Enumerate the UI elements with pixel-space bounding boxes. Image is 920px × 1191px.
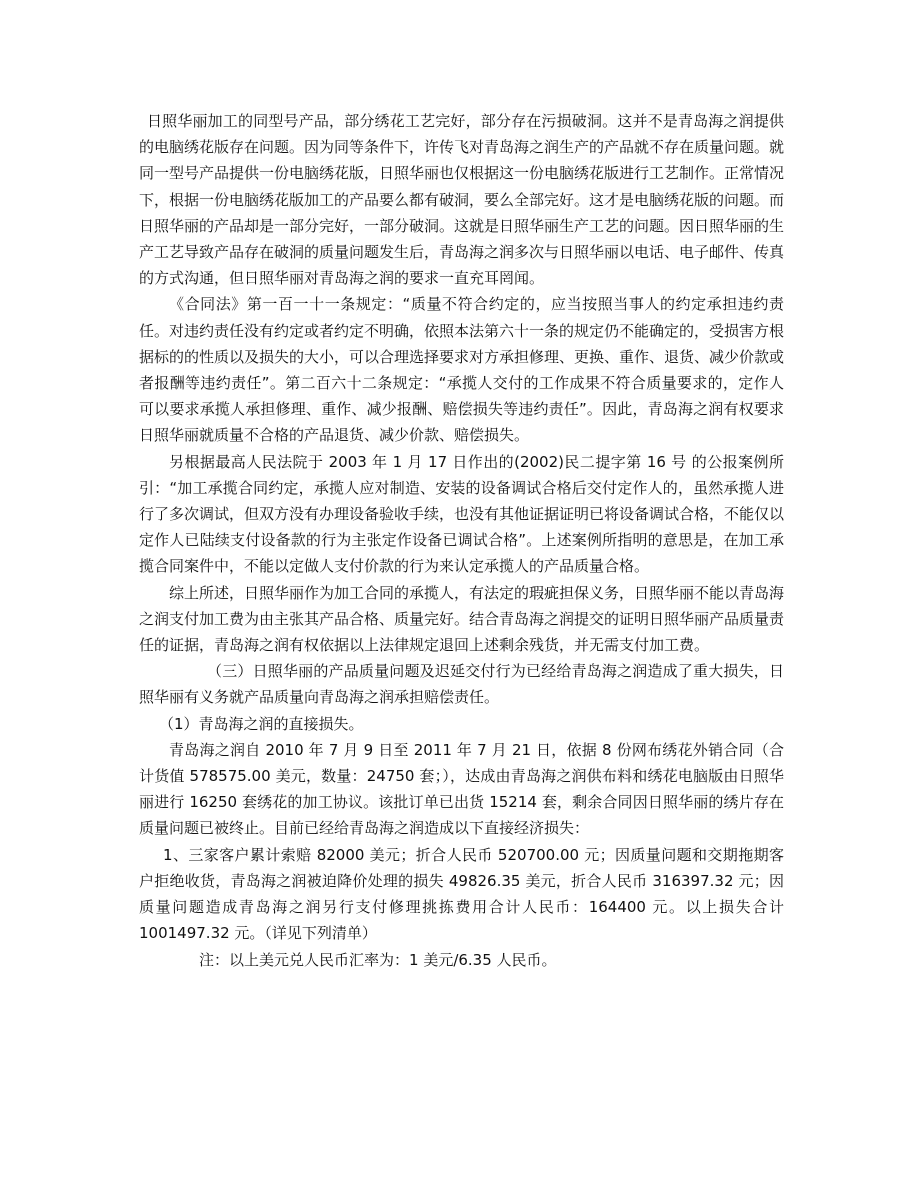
paragraph-quality-analysis: 日照华丽加工的同型号产品，部分绣花工艺完好，部分存在污损破洞。这并不是青岛海之润提供的电脑绣花版存在问题。因为同等条件下，许传飞对青岛海之润生产的产品就不存在质量问题。就同一型号产品提供一份电脑绣花版，日照华丽也仅根据这一份电脑绣花版进行工艺制作。正常情况下，根据一份电脑绣花版加工的产品要么都有破洞，要么全部完好。这才是电脑绣花版的问题。而日照华丽的产品却是一部分完好，一部分破洞。这就是日照华丽生产工艺的问题。因日照华丽的生产工艺导致产品存在破洞的质量问题发生后，青岛海之润多次与日照华丽以电话、电子邮件、传真的方式沟通，但日照华丽对青岛海之润的要求一直充耳罔闻。: [139, 112, 785, 288]
section-heading-losses: （三）日照华丽的产品质量问题及迟延交付行为已经给青岛海之润造成了重大损失，日照华丽有义务就产品质量向青岛海之润承担赔偿责任。: [139, 662, 784, 707]
paragraph-supreme-court-case: 另根据最高人民法院于 2003 年 1 月 17 日作出的(2002)民二提字第 16 号 的公报案例所引：“加工承揽合同约定，承揽人应对制造、安装的设备调试合格后交付定作人的，虽然承揽人进行了多次调试，但双方没有办理设备验收手续，也没有其他证据证明已将设备调试合格，不能仅以定作人已陆续支付设备款的行为主张定作设备已调试合格”。上述案例所指明的意思是，在加工承揽合同案件中，不能以定做人支付价款的行为来认定承揽人的产品质量合格。: [139, 452, 785, 576]
subheading-direct-losses: （1）青岛海之润的直接损失。: [159, 714, 364, 733]
paragraph-summary: 综上所述，日照华丽作为加工合同的承揽人，有法定的瑕疵担保义务，日照华丽不能以青岛海之润支付加工费为由主张其产品合格、质量完好。结合青岛海之润提交的证明日照华丽产品质量责任的证据，青岛海之润有权依据以上法律规定退回上述剩余残货，并无需支付加工费。: [139, 583, 785, 655]
list-item-loss-calculation: 1、三家客户累计索赔 82000 美元；折合人民币 520700.00 元；因质量问题和交期拖期客户拒绝收货，青岛海之润被迫降价处理的损失 49826.35 美元，折合人民币 316397.32 元；因质量问题造成青岛海之润另行支付修理挑拣费用合计人民币：164400 元。以上损失合计 1001497.32 元。（详见下列清单）: [139, 845, 784, 943]
note-exchange-rate: 注：以上美元兑人民币汇率为：1 美元/6.35 人民币。: [199, 950, 557, 969]
paragraph-contract-details: 青岛海之润自 2010 年 7 月 9 日至 2011 年 7 月 21 日，依据 8 份网布绣花外销合同（合计货值 578575.00 美元，数量：24750 套；），达成由青岛海之润供布料和绣花电脑版由日照华丽进行 16250 套绣花的加工协议。该批订单已出货 15214 套，剩余合同因日照华丽的绣片存在质量问题已被终止。目前已经给青岛海之润造成以下直接经济损失：: [139, 740, 784, 838]
paragraph-contract-law: 《合同法》第一百一十一条规定：“质量不符合约定的，应当按照当事人的约定承担违约责任。对违约责任没有约定或者约定不明确，依照本法第六十一条的规定仍不能确定的，受损害方根据标的的性质以及损失的大小，可以合理选择要求对方承担修理、更换、重作、退货、减少价款或者报酬等违约责任”。第二百六十二条规定：“承揽人交付的工作成果不符合质量要求的，定作人可以要求承揽人承担修理、重作、减少报酬、赔偿损失等违约责任”。因此，青岛海之润有权要求日照华丽就质量不合格的产品退货、减少价款、赔偿损失。: [139, 295, 785, 445]
document-body: [139, 108, 784, 973]
